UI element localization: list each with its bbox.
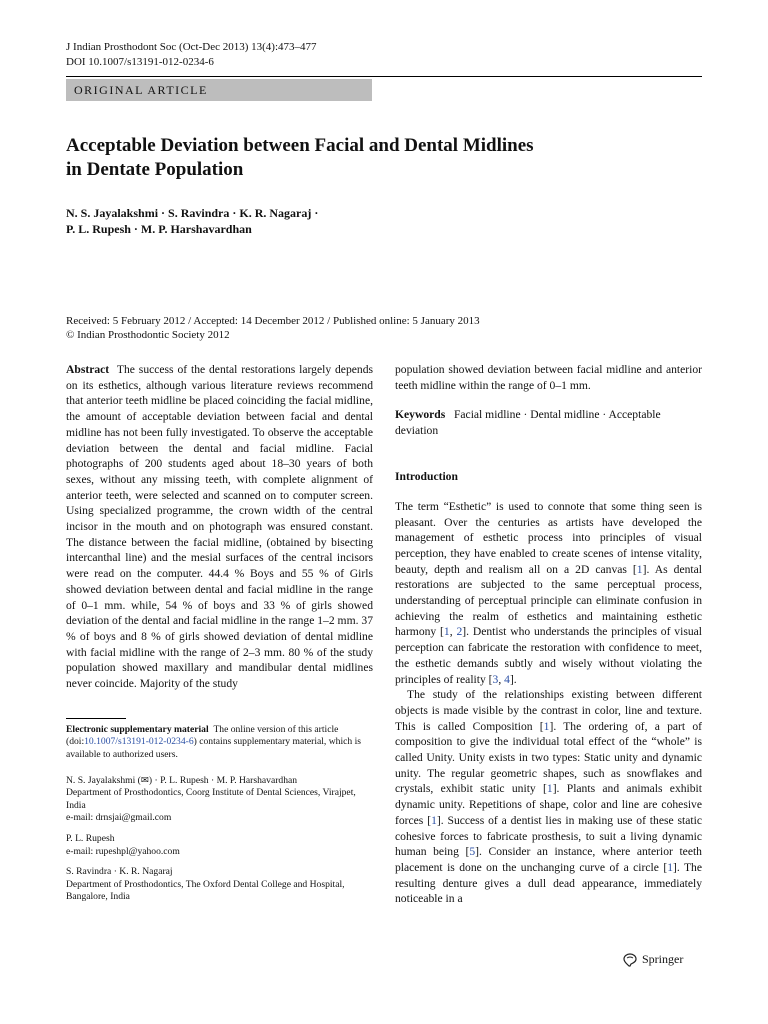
paper-title [66, 134, 666, 182]
affiliation-1-dept: Department of Prosthodontics, Coorg Institute of Dental Sciences, Virajpet, India [66, 787, 356, 811]
publisher-name: Springer [642, 952, 684, 966]
intro-p2-text-b: ]. The ordering of, a part of composition to give the individual total effect of the “whole” is called Unity. Unity exists in two types: Static unity and dynamic unity. The regular geometric shapes, such as snowflakes and crystals, exhibit static unity [ [395, 719, 702, 796]
citation-link[interactable]: 1 [543, 719, 550, 733]
copyright-line: © Indian Prosthodontic Society 2012 [66, 329, 230, 341]
affiliation-3 [66, 866, 373, 904]
intro-p2-text-e: ]. Consider an instance, where anterior teeth placement is done on the unchanging curve of a circle [ [395, 845, 702, 874]
abstract-continued: population showed deviation between facial midline and anterior teeth midline within the range of 0–1 mm. [395, 363, 702, 392]
author-line-2: P. L. Rupesh · M. P. Harshavardhan [66, 222, 252, 236]
paper-title-line-1: Acceptable Deviation between Facial and Dental Midlines [66, 135, 534, 156]
esm-doi-link[interactable]: 10.1007/s13191-012-0234-6 [84, 736, 194, 748]
received-line: Received: 5 February 2012 / Accepted: 14 December 2012 / Published online: 5 January 2013 [66, 315, 480, 327]
citation-link[interactable]: 1 [443, 625, 450, 639]
esm-note [66, 724, 373, 762]
citation-link[interactable]: 5 [469, 845, 476, 859]
esm-post-text: ) contains supplementary material, which is available to authorized users. [66, 736, 361, 760]
springer-logo-icon [622, 953, 638, 967]
affiliation-3-dept: Department of Prosthodontics, The Oxford Dental College and Hospital, Bangalore, India [66, 878, 345, 903]
springer-footer [622, 952, 683, 967]
citation-link[interactable]: 2 [456, 625, 463, 639]
keywords-label: Keywords [395, 408, 446, 422]
abstract-paragraph [66, 362, 373, 692]
paper-title-line-2: in Dentate Population [66, 159, 244, 180]
keywords-paragraph [395, 407, 702, 438]
intro-p1-text-a: The term “Esthetic” is used to connote that some thing seen is pleasant. Over the centuries as artists have developed the management of esthetic process into principles of visual perception, they have enabled to create scenes of intense vitality, beauty, depth and realism all on a 2D canvas [ [395, 499, 702, 576]
abstract-text: The success of the dental restorations largely depends on its esthetics, although various literature reviews recommend that anterior teeth midline be placed coinciding the facial midline, the amount of acceptable deviation between facial and dental midline has not been fully investigated. To observe the acceptable deviation between the dental and facial midline. Facial photographs of 200 students aged about 18–30 years of both sexes, without any missing teeth, with complete alignment of anterior teeth, were selected and scanned on to computer screen. Using specialized programme, the crown width of the central incisor in the mouth and on photograph was ensured constant. The distance between the facial midline, (obtained by bisecting intercanthal line) and the mesial surfaces of the central incisors were read on the computer. 44.4 % Boys and 55 % of Girls showed deviation between dental and facial midline in the range of 0–1 mm. while, 54 % of boys and 33 % of girls showed deviation of the dental and facial midline in the range 1–2 mm. 37 % of boys and 8 % of girls showed deviation of dental midline with facial midline with the range of 2–3 mm. 80 % of the study population showed maxillary and mandibular dental midlines never coincide. Majority of the study [66, 363, 374, 691]
journal-citation: J Indian Prosthodont Soc (Oct-Dec 2013) 13(4):473–477 [66, 41, 317, 53]
citation-link[interactable]: 4 [504, 672, 510, 686]
intro-p1-text-c: ]. Dentist who understands the principles of visual perception can fabricate the restoration with confidence to meet, the esthetic demands subtly and wisely without violating the principles of reality [ [395, 625, 702, 686]
right-column [395, 362, 702, 907]
intro-p1-text-b: ]. As dental restorations are subjected to the same perceptual process, understanding of perceptual principle can eliminate confusion in achieving the realm of esthetics and maintaining esthetic harmony [ [395, 562, 702, 639]
citation-link[interactable]: 3 [492, 672, 499, 686]
introduction-heading: Introduction [395, 469, 458, 483]
affiliation-1 [66, 775, 373, 825]
introduction-paragraph-2 [395, 687, 702, 907]
author-list [66, 205, 666, 237]
keywords-text: Facial midline · Dental midline · Acceptable deviation [395, 408, 661, 438]
intro-p2-text-d: ]. Success of a dentist lies in making use of these static cohesive forces to fabricate prosthesis, to suit a living dynamic human being [ [395, 813, 702, 859]
intro-p2-text-a: The study of the relationships existing between different objects is made visible by the contrast in color, line and texture. This is called Composition [ [395, 688, 702, 733]
intro-p2-text-c: ]. Plants and animals exhibit dynamic unity. Repetitions of shape, color and line are cohesive forces [ [395, 782, 702, 827]
citation-link[interactable]: 1 [636, 562, 643, 576]
citation-link[interactable]: 1 [546, 782, 553, 796]
esm-pre-text: The online version of this article (doi: [66, 723, 339, 748]
affiliation-1-email[interactable]: e-mail: drnsjai@gmail.com [66, 812, 172, 824]
affiliation-3-names: S. Ravindra · K. R. Nagaraj [66, 866, 173, 878]
esm-label: Electronic supplementary material [66, 723, 209, 735]
abstract-label: Abstract [66, 363, 110, 376]
citation-link[interactable]: 1 [431, 813, 437, 827]
introduction-paragraph-1: The term “Esthetic” is used to connote that some thing seen is pleasant. Over the centuries as artists have developed the management of esthetic process into principles of visual perception, they have enabled to create scenes of intense vitality, beauty, depth and realism all on a 2D canvas [1]. As dental restorations are subjected to the same perceptual process, understanding of perceptual principle can eliminate confusion in achieving the realm of esthetics and maintaining esthetic harmony [1, 2]. Dentist who understands the principles of visual perception can fabricate the restoration with confidence to meet, the esthetic demands subtly and wisely without violating the principles of reality [3, 4]. [395, 499, 702, 686]
header-rule [66, 76, 702, 77]
journal-meta [66, 40, 317, 70]
author-line-1: N. S. Jayalakshmi · S. Ravindra · K. R. Nagaraj · [66, 206, 319, 220]
publication-dates [66, 314, 706, 342]
doi-line: DOI 10.1007/s13191-012-0234-6 [66, 56, 214, 68]
intro-p2-text-f: ]. The resulting denture gives a dull dead appearance, immediately noticeable in a [395, 860, 702, 906]
article-type-banner: ORIGINAL ARTICLE [66, 79, 372, 101]
affiliation-1-names: N. S. Jayalakshmi (✉) · P. L. Rupesh · M. P. Harshavardhan [66, 774, 298, 786]
affiliation-2 [66, 833, 373, 858]
affiliation-2-email[interactable]: e-mail: rupeshpl@yahoo.com [66, 845, 180, 857]
citation-link[interactable]: 1 [667, 860, 673, 874]
left-column [66, 362, 373, 904]
affiliation-2-name: P. L. Rupesh [66, 832, 115, 844]
intro-p1-text-d: ]. [509, 672, 517, 686]
